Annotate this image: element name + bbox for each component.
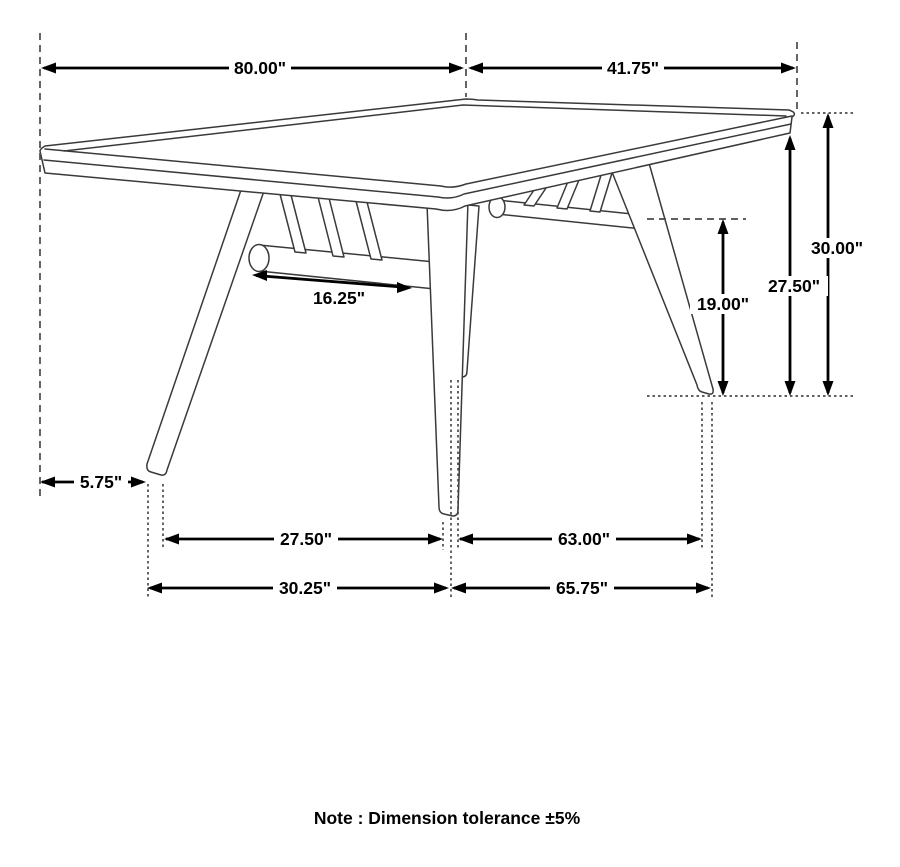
arrow-left-icon (451, 583, 466, 594)
tolerance-note: Note : Dimension tolerance ±5% (313, 808, 581, 828)
dimension-label-front-feet-outer-span: 30.25" (278, 578, 332, 598)
arrow-right-icon (687, 534, 702, 545)
dimension-label-stretcher-height: 19.00" (696, 294, 750, 314)
dim-top-right-span (468, 58, 796, 78)
dim-side-feet-inner-span (458, 529, 702, 549)
arrow-down-icon (823, 381, 834, 396)
left-spindle-1 (280, 194, 306, 253)
dimension-label-leg-inset: 5.75" (79, 472, 123, 492)
left-spindle-3 (356, 201, 382, 260)
arrow-up-icon (823, 113, 834, 128)
arrow-left-icon (458, 534, 473, 545)
dimension-label-stretcher-length: 16.25" (312, 288, 366, 308)
arrow-right-icon (449, 63, 464, 74)
dimension-label-side-feet-outer-span: 65.75" (555, 578, 609, 598)
arrow-right-icon (131, 477, 146, 488)
dim-leg-inset (40, 472, 146, 492)
dim-overall-height (804, 113, 871, 396)
dimension-label-overall-height: 30.00" (810, 238, 864, 258)
table-leg-front-right (427, 201, 468, 516)
dim-front-feet-inner-span (164, 529, 443, 549)
arrow-up-icon (718, 219, 729, 234)
dimension-label-side-feet-inner-span: 63.00" (557, 529, 611, 549)
arrow-left-icon (147, 583, 162, 594)
dimension-label-underside-height: 27.50" (767, 276, 821, 296)
arrow-left-icon (468, 63, 483, 74)
arrow-left-icon (41, 63, 56, 74)
dim-side-feet-outer-span (451, 578, 711, 598)
arrow-left-icon (40, 477, 55, 488)
arrow-right-icon (428, 534, 443, 545)
arrow-down-icon (718, 381, 729, 396)
tabletop (40, 99, 794, 210)
dimension-label-top-left-span: 80.00" (233, 58, 287, 78)
table-drawing (40, 99, 794, 516)
arrow-right-icon (781, 63, 796, 74)
left-spindle-2 (318, 197, 344, 257)
table-leg-back-right (612, 163, 713, 394)
dimension-label-top-right-span: 41.75" (606, 58, 660, 78)
arrow-left-icon (164, 534, 179, 545)
table-leg-front-left (147, 187, 264, 475)
dim-front-feet-outer-span (147, 578, 449, 598)
left-stretcher-cap (249, 245, 269, 272)
arrow-right-icon (434, 583, 449, 594)
dimension-label-front-feet-inner-span: 27.50" (279, 529, 333, 549)
arrow-right-icon (696, 583, 711, 594)
arrow-down-icon (785, 381, 796, 396)
right-spindle-3 (590, 172, 612, 212)
dim-underside-height (761, 135, 828, 396)
dim-top-left-span (41, 58, 464, 78)
arrow-up-icon (785, 135, 796, 150)
